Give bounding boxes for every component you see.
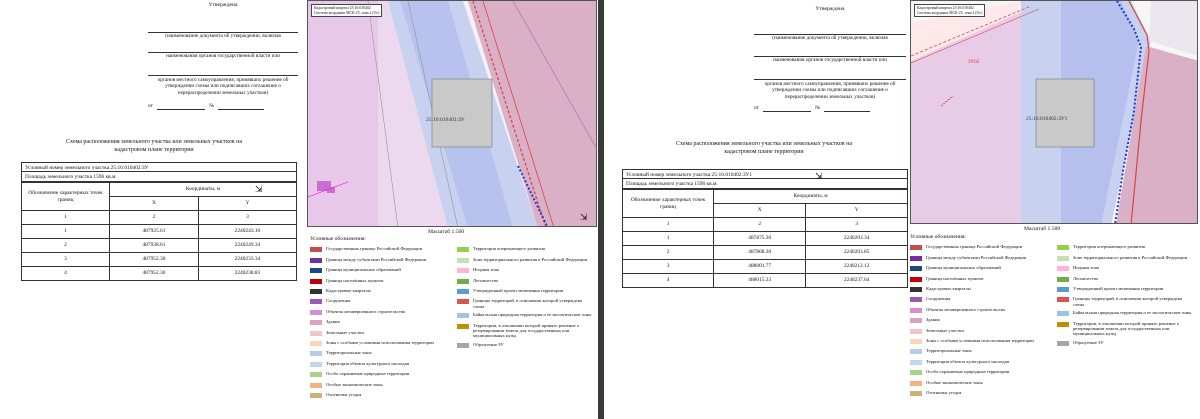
legend-label: Игорная зона (1073, 265, 1100, 271)
legend-swatch-icon (310, 331, 322, 336)
legend-label: Сооружения (326, 298, 351, 304)
legend-item (310, 330, 447, 337)
legend-label: Граница муниципальных образований (326, 267, 401, 273)
approval-org-name: наименования органов государственной власти или (166, 53, 280, 60)
approval-date-number: от № (754, 105, 906, 112)
mouse-cursor-icon: ⇲ (815, 172, 823, 182)
map-drawing (911, 1, 1198, 224)
legend-swatch-icon (910, 329, 922, 334)
legend-item (310, 288, 447, 295)
legend-item (1057, 310, 1194, 317)
legend-column-2 (457, 246, 594, 402)
legend-label: Государственная граница Российской Федерации (326, 246, 423, 252)
map-scale: Масштаб 1:500 (428, 229, 465, 235)
col-coords-header: Координаты, м (110, 183, 297, 197)
plot-label: 25:16:010402:ЗУ (426, 117, 465, 123)
col-y-header: Y (198, 197, 296, 211)
legend-swatch-icon (310, 247, 322, 252)
legend-item (457, 246, 594, 253)
legend-item (457, 267, 594, 274)
approval-org-name: наименования органов государственной власти или (773, 57, 887, 64)
legend-swatch-icon (910, 339, 922, 344)
approval-title: Утверждена (208, 2, 238, 8)
legend-item (910, 255, 1047, 262)
legend-label: Кадастровые кварталы (926, 285, 971, 291)
legend-swatch-icon (910, 256, 922, 261)
legend-label: Территория опережающего развития (473, 246, 545, 252)
legend-label: Особо охраняемые природные территории (926, 369, 1010, 375)
legend-item (310, 350, 447, 357)
legend-item (457, 323, 594, 339)
legend-swatch-icon (1057, 341, 1069, 346)
table-row: 3 487952.30 2240233.34 (22, 253, 297, 267)
legend-label: Зоны с особыми условиями использования территории (926, 337, 1034, 343)
document-page-left (0, 0, 598, 419)
approval-doc-name: (наименование документа об утверждении, включая (772, 34, 888, 41)
legend-item (910, 390, 1047, 397)
col-points-header: Обозначение характерных точек границ (22, 183, 110, 211)
legend-item (310, 319, 447, 326)
legend-label: Государственная граница Российской Федерации (926, 244, 1023, 250)
legend-swatch-icon (457, 324, 469, 329)
cadastral-map-left (307, 0, 597, 227)
table-index-row: 1 2 3 (22, 211, 297, 225)
legend-item (910, 369, 1047, 376)
legend-swatch-icon (310, 299, 322, 304)
legend-item (310, 278, 447, 285)
mouse-cursor-icon: ⇲ (255, 185, 263, 195)
legend-item (1057, 244, 1194, 251)
legend-swatch-icon (310, 279, 322, 284)
legend-label: Граница между субъектами Российской Федерации (326, 256, 427, 262)
map-stamp: Кадастровый квартал 25:16:010402 Система координат МСК-25, зона 2 (Ос) (914, 4, 985, 17)
document-page-right (604, 0, 1200, 419)
legend-label: Территория опережающего развития (1073, 244, 1145, 250)
legend-label: Байкальская природная территория и ее экологические зоны (1073, 310, 1192, 316)
coords-block (21, 162, 297, 281)
legend-label: Здания (326, 319, 340, 325)
legend-swatch-icon (457, 279, 469, 284)
legend-label: Образуемые ЗУ (473, 341, 504, 347)
legend-swatch-icon (1057, 322, 1069, 327)
legend-item (910, 276, 1047, 283)
legend-label: Зона территориального развития в Российской Федерации (1073, 254, 1188, 260)
legend-swatch-icon (457, 258, 469, 263)
legend-label: Граница между субъектами Российской Федерации (926, 254, 1027, 260)
legend-swatch-icon (910, 297, 922, 302)
legend-swatch-icon (457, 299, 469, 304)
legend-label: Территории, в отношении которой принято решение о резервировании земель для государственных или муниципальных нужд (473, 322, 580, 339)
legend-item (310, 267, 447, 274)
legend-item (310, 309, 447, 316)
table-row: 3 488001.77 2240212.12 (623, 260, 908, 274)
legend-item (457, 288, 594, 295)
legend-swatch-icon (1057, 277, 1069, 282)
legend-label: Границы территорий, в отношении которой утверждена схема (1073, 296, 1183, 307)
legend-swatch-icon (910, 245, 922, 250)
legend-title: Условные обозначения: (310, 236, 366, 242)
legend-title: Условные обозначения: (910, 234, 966, 240)
legend-item (1057, 321, 1194, 337)
legend-swatch-icon (310, 383, 322, 388)
legend-swatch-icon (1057, 245, 1069, 250)
legend-item (910, 317, 1047, 324)
plot-area: Площадь земельного участка 1596 кв.м. (21, 172, 297, 182)
legend-swatch-icon (1057, 266, 1069, 271)
legend-label: Сооружения (926, 296, 951, 302)
approval-block (148, 2, 298, 110)
legend-swatch-icon (910, 349, 922, 354)
legend-label: Территория объекта культурного наследия (326, 360, 410, 366)
legend-label: Охотничьи угодья (326, 391, 362, 397)
legend-swatch-icon (1057, 256, 1069, 261)
legend-item (310, 340, 447, 347)
legend-swatch-icon (910, 287, 922, 292)
legend-label: Байкальская природная территория и ее экологические зоны (473, 312, 592, 318)
table-index-row: 1 2 3 (623, 218, 908, 232)
table-row: 2 487938.61 2240249.34 (22, 239, 297, 253)
coordinates-table (21, 182, 297, 281)
legend-column-1 (310, 246, 447, 402)
legend-item (910, 328, 1047, 335)
legend-item (310, 392, 447, 399)
legend-label: Объекты незавершенного строительства (926, 306, 1006, 312)
legend-item (910, 265, 1047, 272)
legend-label: Охотничьи угодья (926, 389, 962, 395)
legend-item (310, 246, 447, 253)
legend-swatch-icon (310, 341, 322, 346)
legend-swatch-icon (910, 308, 922, 313)
legend-item (1057, 296, 1194, 307)
legend-swatch-icon (310, 351, 322, 356)
legend-swatch-icon (310, 393, 322, 398)
legend-swatch-icon (1057, 311, 1069, 316)
legend-item (910, 286, 1047, 293)
approval-line-3 (148, 60, 298, 76)
legend-item (910, 307, 1047, 314)
legend-label: Игорная зона (473, 267, 500, 273)
legend-label: Границы территорий, в отношении которой утверждена схема (473, 298, 583, 309)
legend-swatch-icon (910, 266, 922, 271)
legend-label: Территориальные зоны (926, 348, 972, 354)
legend-label: Граница населённых пунктов (326, 277, 384, 283)
legend-label: Лесничество (1073, 275, 1099, 281)
legend-label: Территории, в отношении которой принято решение о резервировании земель для государственных или муниципальных нужд (1073, 320, 1180, 337)
legend-swatch-icon (457, 268, 469, 273)
legend-label: Граница муниципальных образований (926, 265, 1001, 271)
table-row: 1 487925.61 2240243.10 (22, 225, 297, 239)
legend-swatch-icon (310, 258, 322, 263)
legend-swatch-icon (910, 277, 922, 282)
number-label: № (208, 103, 215, 110)
legend-item (910, 348, 1047, 355)
map-scale: Масштаб 1:500 (1024, 226, 1061, 232)
legend-swatch-icon (910, 360, 922, 365)
legend-column-2 (1057, 244, 1194, 400)
plot-label: 25:16:010402:ЗУ1 (1026, 116, 1068, 122)
approval-self-gov: органов местного самоуправления, принявших решение об утверждении схемы или подписавших соглашение о перераспределении земельных участков) (157, 76, 289, 96)
map-stamp: Кадастровый квартал 25:16:010402 Система координат МСК-25, зона 2 (Ос) (311, 4, 382, 17)
legend-item (910, 296, 1047, 303)
approval-line-2 (148, 39, 298, 53)
legend-item (1057, 265, 1194, 272)
table-row: 2 487868.30 2240203.85 (623, 246, 908, 260)
plot-area: Площадь земельного участка 1596 кв.м. (622, 179, 908, 189)
legend-swatch-icon (310, 320, 322, 325)
approval-doc-name: (наименование документа об утверждении, включая (165, 32, 281, 39)
approval-title: Утверждена (815, 6, 845, 12)
legend-label: Утвержденный проект межевания территории (473, 287, 564, 293)
legend-item (310, 382, 447, 389)
legend-item (457, 312, 594, 319)
legend-label: Кадастровые кварталы (326, 287, 371, 293)
legend-item (910, 244, 1047, 251)
legend-label: Образуемые ЗУ (1073, 339, 1104, 345)
legend-label: Здания (926, 317, 940, 323)
cadastral-map-right (910, 0, 1198, 224)
col-x-header: X (110, 197, 199, 211)
legend-swatch-icon (1057, 287, 1069, 292)
legend-swatch-icon (310, 268, 322, 273)
legend-item (310, 257, 447, 264)
legend-column-1 (910, 244, 1047, 400)
legend-swatch-icon (457, 313, 469, 318)
approval-line-1 (148, 9, 298, 33)
legend-swatch-icon (310, 372, 322, 377)
legend-swatch-icon (310, 289, 322, 294)
legend (310, 236, 594, 402)
legend-swatch-icon (310, 310, 322, 315)
legend-label: Утвержденный проект межевания территории (1073, 285, 1164, 291)
legend-item (910, 380, 1047, 387)
legend-label: Территориальные зоны (326, 350, 372, 356)
legend-swatch-icon (910, 370, 922, 375)
legend-swatch-icon (1057, 297, 1069, 302)
legend-swatch-icon (910, 381, 922, 386)
legend-label: Особые экономические зоны (326, 381, 383, 387)
legend-swatch-icon (457, 289, 469, 294)
legend-label: Лесничество (473, 277, 499, 283)
scheme-title: Схема расположения земельного участка или земельных участков на кадастровом плане территории (65, 139, 242, 153)
legend-swatch-icon (310, 362, 322, 367)
legend-swatch-icon (457, 343, 469, 348)
legend-item (1057, 255, 1194, 262)
legend-label: Особо охраняемые природные территории (326, 371, 410, 377)
legend-label: Территория объекта культурного наследия (926, 358, 1010, 364)
map-drawing (308, 1, 597, 227)
table-row: 4 488015.33 2240237.64 (623, 274, 908, 288)
conditional-number: Условный номер земельного участка 25:16:010402:ЗУ (21, 162, 297, 172)
legend-label: Земельные участки (926, 327, 964, 333)
legend (910, 234, 1194, 400)
approval-self-gov: органов местного самоуправления, принявших решение об утверждении схемы или подписавших соглашение о перераспределении земельных участков) (764, 80, 896, 100)
legend-label: Объекты незавершенного строительства (326, 308, 406, 314)
map-zone-tag: ЗУ02 (968, 59, 980, 65)
legend-item (457, 278, 594, 285)
legend-item (457, 298, 594, 309)
legend-item (910, 359, 1047, 366)
legend-label: Особые экономические зоны (926, 379, 983, 385)
legend-label: Граница населённых пунктов (926, 275, 984, 281)
legend-label: Земельные участки (326, 329, 364, 335)
mouse-cursor-icon: ⇲ (580, 213, 588, 223)
coords-block (622, 169, 908, 288)
legend-item (1057, 276, 1194, 283)
legend-swatch-icon (910, 318, 922, 323)
legend-item (1057, 286, 1194, 293)
legend-item (310, 371, 447, 378)
table-row: 4 487952.30 2240238.83 (22, 267, 297, 281)
legend-label: Зона территориального развития в Российской Федерации (473, 256, 588, 262)
coordinates-table: Обозначение характерных точек границ Координаты, м X Y 1 2 3 1 487875.30 2240203.34 2 487868.30 2240203.85 3 488001.77 2240212.12 4 488015.33 2240237.64 (622, 189, 908, 288)
scheme-title: Схема расположения земельного участка или земельных участков на кадастровом плане территории (675, 141, 852, 155)
approval-date-number (148, 103, 298, 110)
legend-label: Зоны с особыми условиями использования территории (326, 339, 434, 345)
approval-block (754, 6, 906, 112)
from-label: от (148, 103, 153, 110)
legend-swatch-icon (457, 247, 469, 252)
legend-item (457, 257, 594, 264)
table-row: 1 487875.30 2240203.34 (623, 232, 908, 246)
legend-item (310, 361, 447, 368)
conditional-number: Условный номер земельного участка 25:16:010402:ЗУ1 (622, 169, 908, 179)
legend-item (457, 342, 594, 349)
legend-swatch-icon (910, 391, 922, 396)
legend-item (1057, 340, 1194, 347)
legend-item (310, 298, 447, 305)
legend-item (910, 338, 1047, 345)
